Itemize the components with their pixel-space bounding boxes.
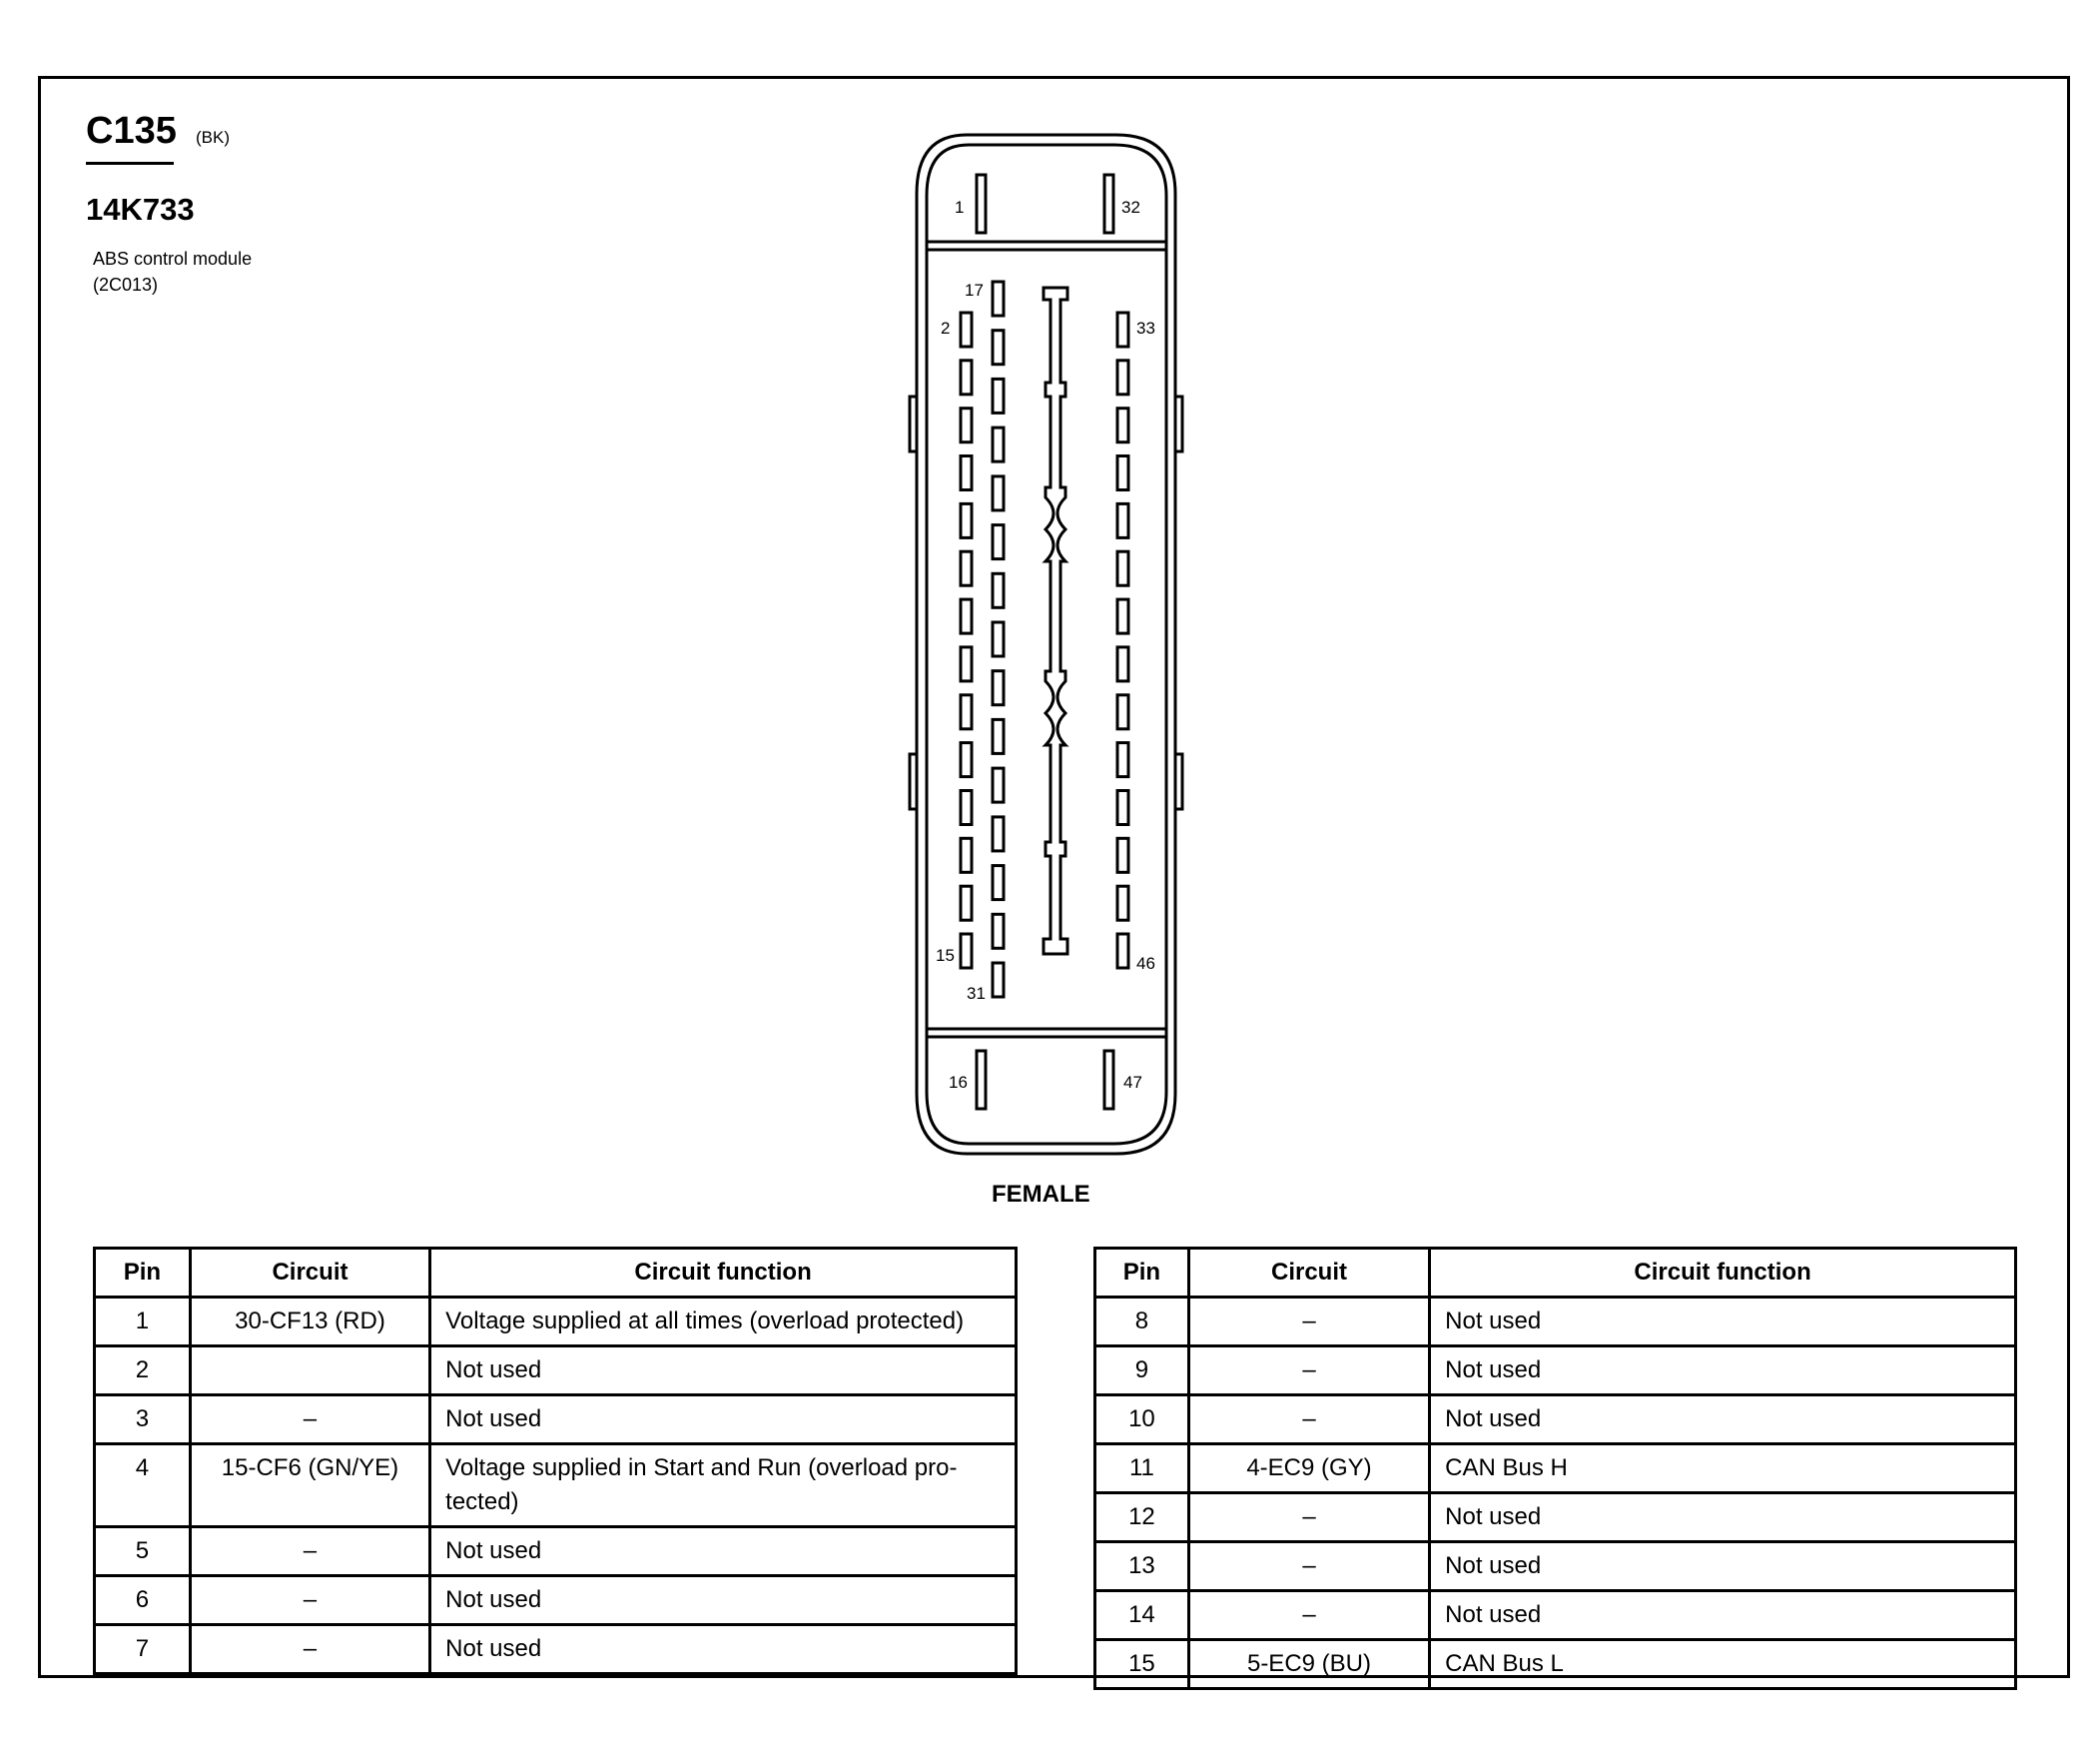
pin-cavity <box>1117 361 1128 395</box>
pin-cavity <box>961 791 972 825</box>
function-cell: Not used <box>1430 1395 2016 1444</box>
pin-cavity <box>1117 695 1128 729</box>
circuit-cell: 15-CF6 (GN/YE) <box>190 1444 429 1527</box>
pin-cavity <box>993 282 1004 316</box>
table-row <box>1095 1298 2016 1346</box>
pin-column-2-15 <box>961 313 972 968</box>
pin-cavity <box>993 719 1004 753</box>
header-function: Circuit function <box>1430 1249 2016 1298</box>
pin-cavity <box>961 838 972 872</box>
pin-label-2: 2 <box>941 319 951 338</box>
table-header-row <box>95 1249 1017 1298</box>
circuit-cell <box>190 1346 429 1395</box>
circuit-cell: – <box>1188 1346 1429 1395</box>
side-tab-left-lower <box>910 754 917 809</box>
pin-cavity <box>993 525 1004 559</box>
large-pin-47 <box>1104 1051 1113 1109</box>
table-row <box>1095 1591 2016 1640</box>
pin-cavity <box>961 551 972 585</box>
pin-cell: 3 <box>95 1395 191 1444</box>
center-key-rib <box>1044 288 1067 954</box>
pin-table-right <box>1093 1247 2017 1690</box>
pin-label-17: 17 <box>965 281 984 300</box>
table-row <box>1095 1542 2016 1591</box>
pin-cell: 11 <box>1095 1444 1189 1493</box>
pin-table-left <box>93 1247 1018 1675</box>
pin-column-33-46 <box>1117 313 1128 968</box>
circuit-cell: – <box>1188 1493 1429 1542</box>
side-tab-right-upper <box>1175 397 1182 451</box>
pin-label-47: 47 <box>1123 1073 1142 1092</box>
table-row <box>1095 1346 2016 1395</box>
pin-cavity <box>1117 456 1128 490</box>
table-header-row <box>1095 1249 2016 1298</box>
header-circuit: Circuit <box>190 1249 429 1298</box>
circuit-cell: – <box>1188 1542 1429 1591</box>
pin-cell: 1 <box>95 1298 191 1346</box>
pin-label-31: 31 <box>967 984 986 1003</box>
pin-cavity <box>993 817 1004 851</box>
pin-cavity <box>961 361 972 395</box>
pin-cavity <box>961 599 972 633</box>
pin-label-16: 16 <box>949 1073 968 1092</box>
table-row <box>95 1576 1017 1625</box>
pin-cavity <box>1117 647 1128 681</box>
function-cell: Not used <box>430 1576 1017 1625</box>
pin-cavity <box>1117 838 1128 872</box>
pin-cavity <box>961 647 972 681</box>
pin-label-33: 33 <box>1136 319 1155 338</box>
pin-cavity <box>1117 409 1128 442</box>
table-row <box>1095 1395 2016 1444</box>
description-line1: ABS control module <box>93 249 253 269</box>
connector-inner-shell <box>927 145 1166 1144</box>
circuit-cell: 5-EC9 (BU) <box>1188 1640 1429 1689</box>
pin-cavity <box>993 331 1004 365</box>
side-tab-left-upper <box>910 397 917 451</box>
pin-cavity <box>961 886 972 920</box>
circuit-cell: – <box>190 1395 429 1444</box>
pin-cell: 4 <box>95 1444 191 1527</box>
function-cell: Not used <box>1430 1493 2016 1542</box>
pin-column-17-31 <box>993 282 1004 997</box>
pin-cavity <box>961 695 972 729</box>
pin-cell: 12 <box>1095 1493 1189 1542</box>
table-row <box>95 1444 1017 1527</box>
function-cell: Not used <box>430 1395 1017 1444</box>
pin-cell: 6 <box>95 1576 191 1625</box>
color-code: (BK) <box>196 128 230 147</box>
pin-cavity <box>1117 791 1128 825</box>
table-row <box>1095 1640 2016 1689</box>
pin-cavity <box>1117 551 1128 585</box>
header-pin: Pin <box>95 1249 191 1298</box>
pin-label-32: 32 <box>1121 198 1140 217</box>
circuit-cell: – <box>190 1625 429 1674</box>
pin-cavity <box>993 379 1004 413</box>
circuit-cell: 4-EC9 (GY) <box>1188 1444 1429 1493</box>
pin-label-46: 46 <box>1136 954 1155 973</box>
function-cell: Voltage supplied at all times (overload protected) <box>430 1298 1017 1346</box>
function-cell: CAN Bus L <box>1430 1640 2016 1689</box>
function-cell: Not used <box>1430 1346 2016 1395</box>
pin-cavity <box>961 409 972 442</box>
pin-cavity <box>1117 313 1128 347</box>
function-cell: CAN Bus H <box>1430 1444 2016 1493</box>
pin-cavity <box>1117 934 1128 968</box>
circuit-cell: – <box>1188 1395 1429 1444</box>
pin-cavity <box>993 914 1004 948</box>
pin-cavity <box>993 963 1004 997</box>
pin-cavity <box>993 573 1004 607</box>
function-cell: Not used <box>1430 1591 2016 1640</box>
pin-cavity <box>1117 886 1128 920</box>
circuit-cell: – <box>1188 1298 1429 1346</box>
pin-cell: 7 <box>95 1625 191 1674</box>
pin-cell: 2 <box>95 1346 191 1395</box>
pin-cavity <box>961 934 972 968</box>
pin-cell: 15 <box>1095 1640 1189 1689</box>
pin-cavity <box>993 476 1004 510</box>
connector-id: C135 <box>86 110 177 152</box>
table-row <box>1095 1444 2016 1493</box>
pin-cavity <box>961 313 972 347</box>
circuit-cell: 30-CF13 (RD) <box>190 1298 429 1346</box>
table-row <box>95 1346 1017 1395</box>
table-row <box>1095 1493 2016 1542</box>
function-cell: Voltage supplied in Start and Run (overload pro-tected) <box>430 1444 1017 1527</box>
side-tab-right-lower <box>1175 754 1182 809</box>
pin-label-1: 1 <box>955 198 965 217</box>
pin-cell: 8 <box>1095 1298 1189 1346</box>
circuit-cell: – <box>190 1527 429 1576</box>
pin-cavity <box>993 866 1004 900</box>
header-circuit: Circuit <box>1188 1249 1429 1298</box>
large-pin-16 <box>977 1051 986 1109</box>
circuit-cell: – <box>1188 1591 1429 1640</box>
header-pin: Pin <box>1095 1249 1189 1298</box>
function-cell: Not used <box>1430 1542 2016 1591</box>
pin-label-15: 15 <box>936 946 955 965</box>
table-row <box>95 1298 1017 1346</box>
function-cell: Not used <box>1430 1298 2016 1346</box>
pin-cavity <box>993 768 1004 802</box>
header-function: Circuit function <box>430 1249 1017 1298</box>
pin-cavity <box>1117 743 1128 777</box>
pin-cell: 13 <box>1095 1542 1189 1591</box>
pin-cell: 10 <box>1095 1395 1189 1444</box>
description-line2: (2C013) <box>93 275 159 295</box>
pin-cavity <box>993 671 1004 705</box>
pin-cavity <box>961 743 972 777</box>
part-number: 14K733 <box>86 192 195 227</box>
gender-label: FEMALE <box>992 1181 1090 1208</box>
pin-cavity <box>1117 503 1128 537</box>
function-cell: Not used <box>430 1527 1017 1576</box>
pin-cavity <box>993 622 1004 656</box>
pin-cell: 14 <box>1095 1591 1189 1640</box>
pin-cavity <box>993 428 1004 461</box>
pin-cell: 9 <box>1095 1346 1189 1395</box>
large-pin-32 <box>1104 175 1113 233</box>
function-cell: Not used <box>430 1625 1017 1674</box>
pin-cavity <box>1117 599 1128 633</box>
function-cell: Not used <box>430 1346 1017 1395</box>
pin-cell: 5 <box>95 1527 191 1576</box>
pin-cavity <box>961 456 972 490</box>
table-row <box>95 1625 1017 1674</box>
large-pin-1 <box>977 175 986 233</box>
table-row <box>95 1395 1017 1444</box>
pin-cavity <box>961 503 972 537</box>
circuit-cell: – <box>190 1576 429 1625</box>
table-row <box>95 1527 1017 1576</box>
